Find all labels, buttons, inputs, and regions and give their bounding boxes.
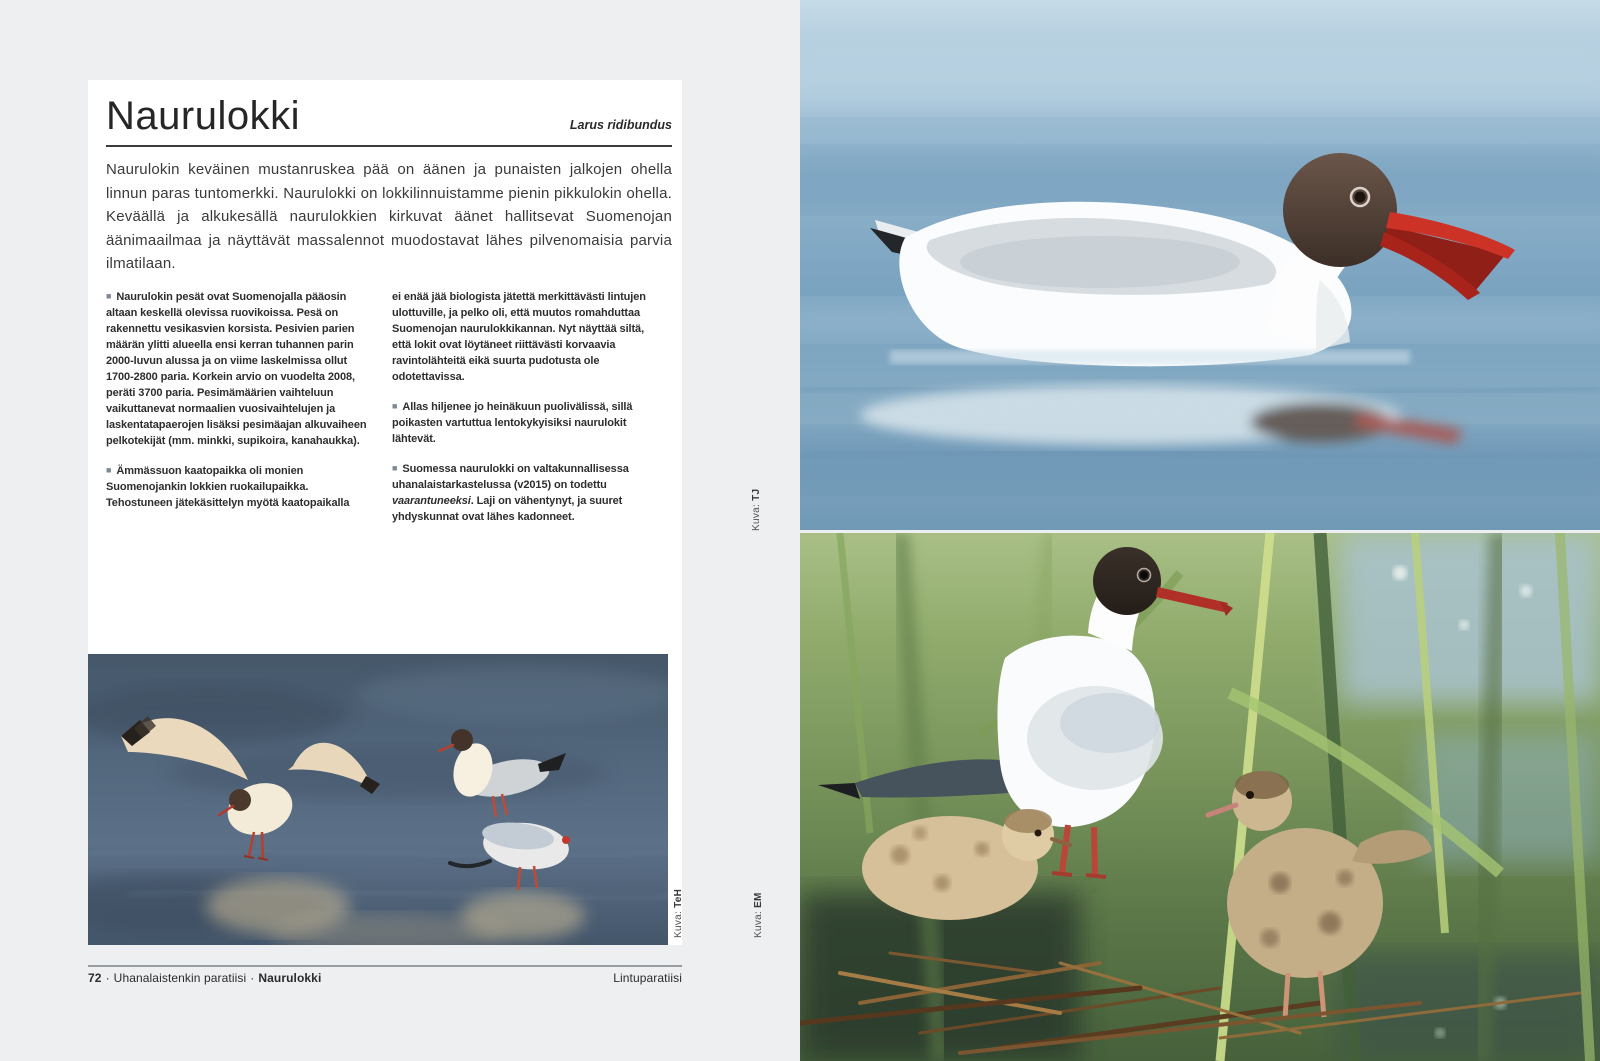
photo-gulls-on-ice xyxy=(88,654,668,945)
column-left xyxy=(106,289,368,539)
bullet-square-icon: ■ xyxy=(392,400,398,411)
page-header xyxy=(106,94,672,147)
body-text: Ämmässuon kaatopaikka oli monien Suomenojankin lokkien ruokailupaikka. Tehostuneen jätekäsittelyn myötä kaatopaikalla xyxy=(106,464,350,509)
credit-initials: TeH xyxy=(673,888,684,908)
footer-book-title: Lintuparatiisi xyxy=(613,971,682,985)
body-paragraph xyxy=(392,461,654,525)
page-title: Naurulokki xyxy=(106,94,300,138)
credit-label: Kuva: xyxy=(751,503,762,531)
photo-credit-bottom-right xyxy=(753,892,764,938)
gulls-on-ice-illustration xyxy=(88,654,668,945)
gull-swimming-illustration xyxy=(800,0,1600,530)
footer-chapter: Naurulokki xyxy=(258,971,322,985)
photo-gull-swimming xyxy=(800,0,1600,530)
body-text: Suomessa naurulokki on valtakunnallisessa uhanalaistarkastelussa (v2015) on todettu xyxy=(392,462,629,491)
body-text: . Laji on vähentynyt, ja suuret yhdyskunnat ovat lähes kadonneet. xyxy=(392,494,623,523)
species-latin-name: Larus ridibundus xyxy=(569,118,672,132)
footer-divider xyxy=(88,965,682,967)
body-paragraph xyxy=(392,399,654,447)
bullet-square-icon: ■ xyxy=(106,464,112,475)
footer-breadcrumb xyxy=(88,971,321,985)
bullet-square-icon: ■ xyxy=(392,462,398,473)
credit-initials: TJ xyxy=(751,488,762,501)
footer-page-number: 72 xyxy=(88,971,102,985)
body-paragraph xyxy=(392,289,654,385)
bullet-square-icon: ■ xyxy=(106,290,112,301)
column-right xyxy=(392,289,654,539)
credit-initials: EM xyxy=(753,892,764,908)
title-divider xyxy=(106,145,672,147)
photo-credit-bottom-left xyxy=(673,889,684,938)
photo-credit-top-right xyxy=(751,489,762,531)
footer-separator: · xyxy=(250,971,255,985)
left-page xyxy=(88,80,682,945)
body-columns xyxy=(106,289,672,539)
body-paragraph xyxy=(106,463,368,511)
credit-label: Kuva: xyxy=(673,910,684,938)
footer-separator: · xyxy=(105,971,110,985)
photo-gull-nest-chicks xyxy=(800,533,1600,1061)
body-text: Allas hiljenee jo heinäkuun puolivälissä, sillä poikasten vartuttua lentokykyisiksi naurulokit lähtevät. xyxy=(392,400,633,445)
body-text: ei enää jää biologista jätettä merkittävästi lintujen ulottuville, ja pelko oli, että muutos romahduttaa Suomenojan naurulokkikannan. Nyt näyttää siltä, että lokit ovat löytäneet riittävästi korvaavia ravintolähteitä eikä suurta pudotusta ole odotettavissa. xyxy=(392,290,646,383)
body-paragraph xyxy=(106,289,368,449)
gull-nest-illustration xyxy=(800,533,1600,1061)
credit-label: Kuva: xyxy=(753,910,764,938)
footer-section: Uhanalaistenkin paratiisi xyxy=(113,971,247,985)
body-text-italic: vaarantuneeksi xyxy=(392,494,471,507)
footer xyxy=(88,971,682,985)
intro-paragraph: Naurulokin keväinen mustanruskea pää on äänen ja punaisten jalkojen ohella linnun paras tuntomerkki. Naurulokki on lokkilinnuistamme pienin pikkulokin ohella. Keväällä ja alkukesällä naurulokkien kirkuvat äänet hallitsevat Suomenojan äänimaailmaa ja näyttävät massalennot muodostavat lähes pilvenomaisia parvia ilmatilaan. xyxy=(106,161,672,272)
title-row xyxy=(106,94,672,138)
body-text: Naurulokin pesät ovat Suomenojalla pääosin altaan keskellä olevissa ruovikoissa. Pesä on rakennettu vesikasvien korsista. Pesivien parien määrän ylitti alueella ensi kerran tuhannen parin 2000-luvun alussa ja on viime laskelmissa ollut 1700-2800 paria. Korkein arvio on vuodelta 2008, peräti 3700 paria. Pesimämäärien vaihteluun vaikuttanevat normaalien vuosivaihtelujen ja laskentatapaerojen lisäksi pesimäajan alkuvaiheen pelkotekijät (mm. minkki, supikoira, kanahaukka). xyxy=(106,290,367,447)
